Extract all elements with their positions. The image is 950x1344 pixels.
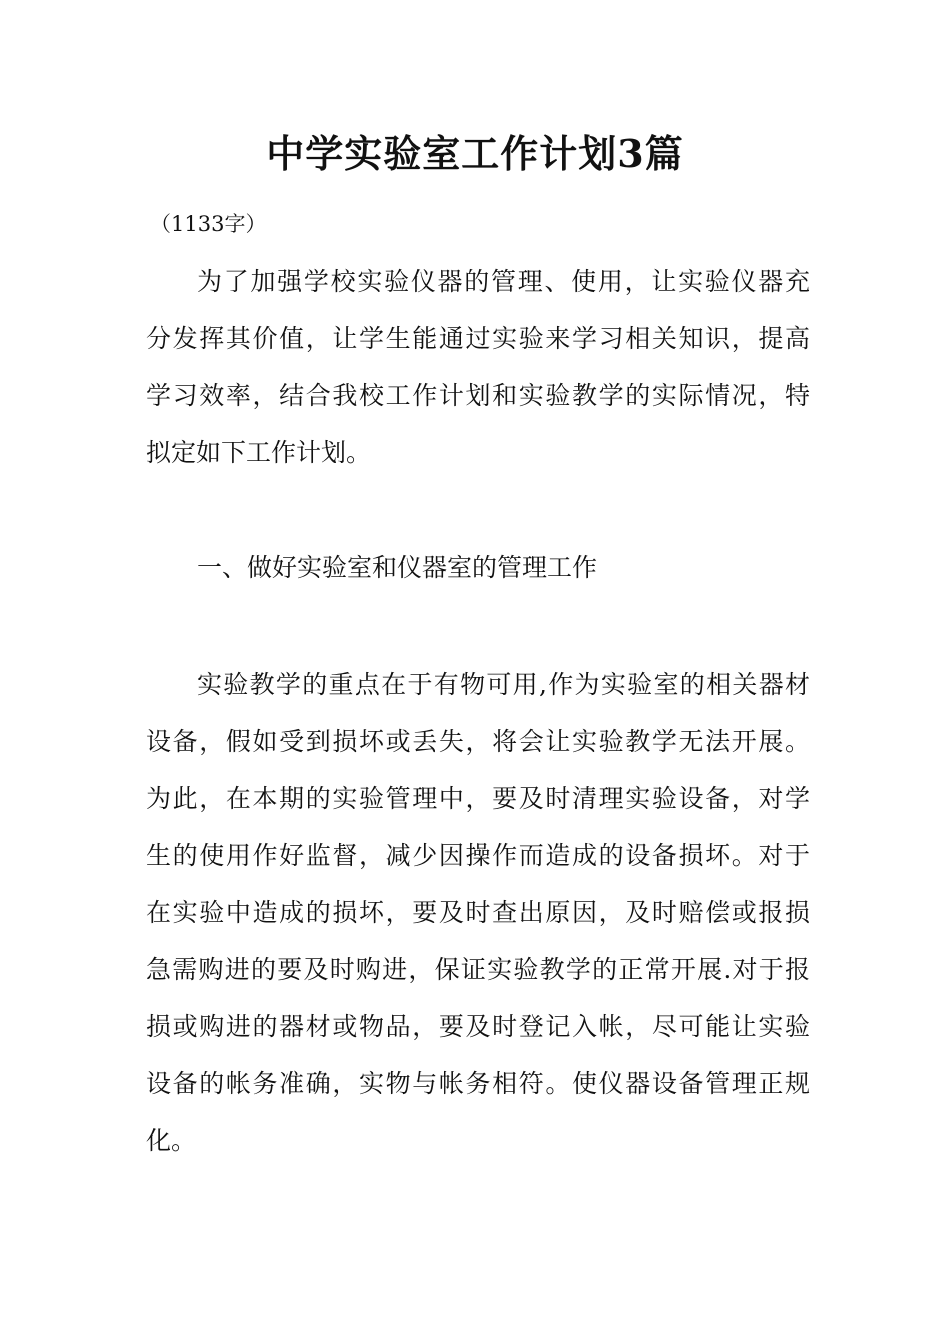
paragraph-line: 在实验中造成的损坏，要及时查出原因，及时赔偿或报损 [146,898,810,927]
paragraph-line: 化。 [146,1126,197,1155]
paragraph-line: 学习效率，结合我校工作计划和实验教学的实际情况，特 [146,381,810,410]
section-heading: 一、做好实验室和仪器室的管理工作 [197,553,598,582]
paragraph-line: 急需购进的要及时购进，保证实验教学的正常开展.对于报 [146,955,810,984]
paragraph-line: 生的使用作好监督，减少因操作而造成的设备损坏。对于 [146,841,810,870]
paragraph-intro [146,253,810,481]
paragraph-line: 实验教学的重点在于有物可用,作为实验室的相关器材 [197,670,810,699]
paragraph-line: 拟定如下工作计划。 [146,438,372,467]
document-title: 中学实验室工作计划3篇 [266,131,684,176]
paragraph-line: 设备的帐务准确，实物与帐务相符。使仪器设备管理正规 [146,1069,810,1098]
paragraph-line: 为此，在本期的实验管理中，要及时清理实验设备，对学 [146,784,810,813]
paragraph-line: 为了加强学校实验仪器的管理、使用，让实验仪器充 [197,267,810,296]
paragraph-line: 分发挥其价值，让学生能通过实验来学习相关知识，提高 [146,324,810,353]
paragraph-line: 设备，假如受到损坏或丢失，将会让实验教学无法开展。 [146,727,810,756]
word-count: （1133字） [150,212,267,236]
paragraph-management [146,656,810,1169]
paragraph-line: 损或购进的器材或物品，要及时登记入帐，尽可能让实验 [146,1012,810,1041]
